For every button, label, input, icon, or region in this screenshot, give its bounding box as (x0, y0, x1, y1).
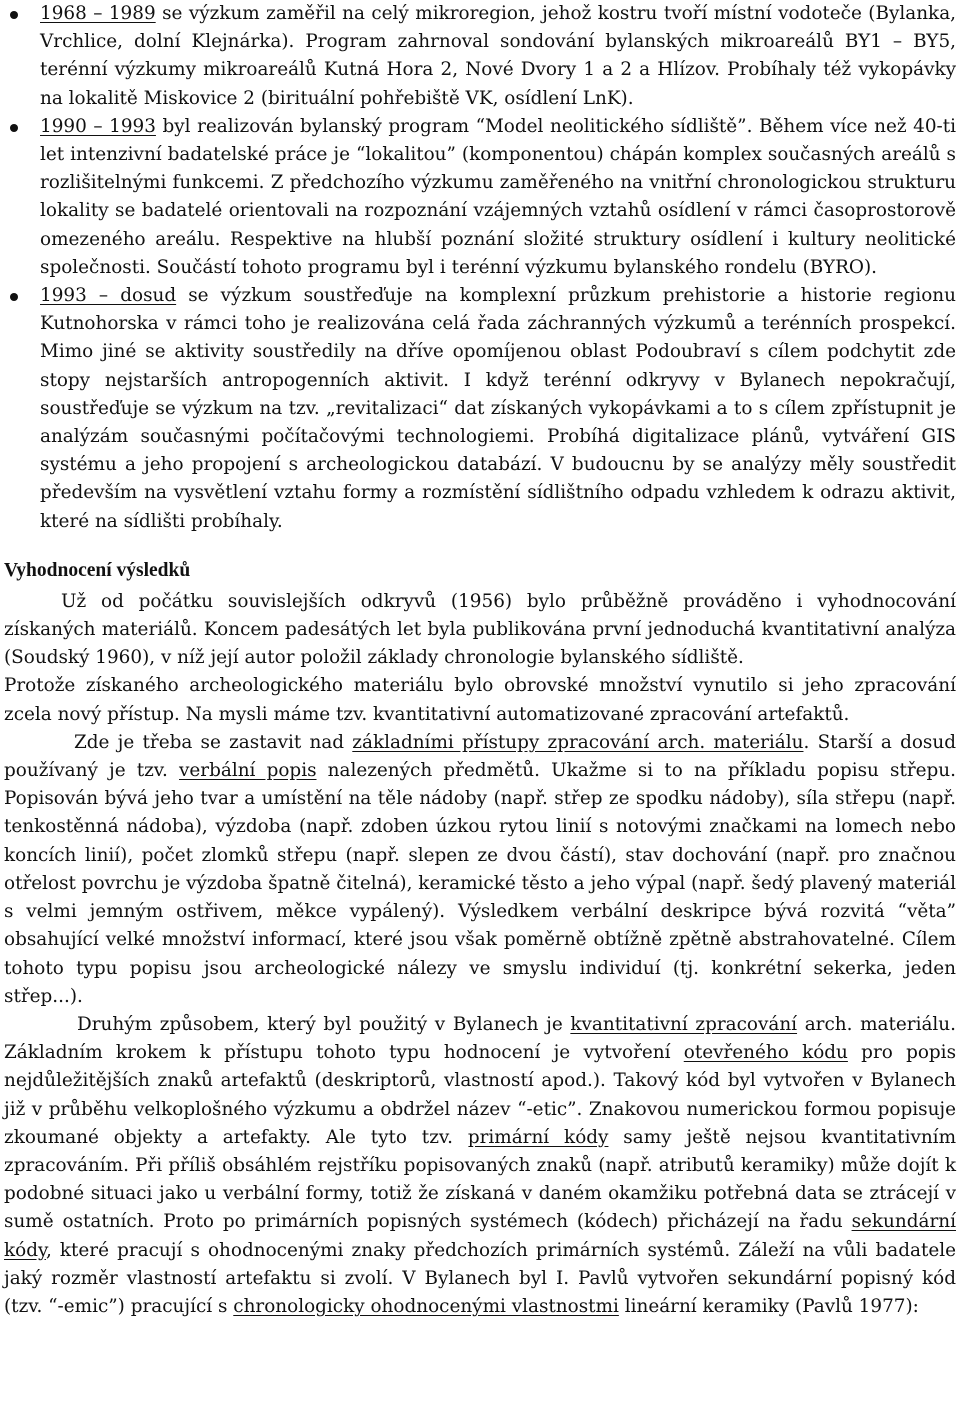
period-label: 1968 – 1989 (40, 3, 156, 24)
paragraph-verbal-description (4, 729, 956, 1011)
underlined-term: primární kódy (467, 1126, 609, 1148)
underlined-term: základními přístupy zpracování arch. materiálu (352, 731, 804, 753)
list-item (4, 282, 956, 536)
text-run: arch. materiálu. Základním krokem k přístupu tohoto typu hodnocení je vytvoření (4, 1013, 956, 1064)
period-label: 1993 – dosud (40, 285, 177, 307)
text-run: samy ještě nejsou kvantitativním zpracováním. Při příliš obsáhlém rejstříku popisovaných znaků (např. atributů keramiky) může dojít k podobné situaci jako u verbální formy, totiž že získaná v daném okamžiku potřebná data se ztrácejí v sumě ostatních. Proto po primárních popisných systémech (kódech) přicházejí na řadu (4, 1126, 957, 1233)
bullet-icon (10, 11, 18, 19)
text-run: , které pracují s ohodnocenými znaky předchozích primárních systémů. Záleží na vůli badatele jaký rozměr vlastností artefaktu si zvolí. V Bylanech byl I. Pavlů vytvořen sekundární popisný kód (tzv. “-emic”) pracující s (4, 1239, 956, 1317)
underlined-term: otevřeného kódu (683, 1042, 848, 1064)
underlined-term: chronologicky ohodnocenými vlastnostmi (233, 1295, 619, 1317)
text-run: lineární keramiky (Pavlů 1977): (618, 1295, 919, 1317)
section-heading: Vyhodnocení výsledků (4, 559, 191, 581)
list-item-text: se výzkum soustřeďuje na komplexní průzkum prehistorie a historie regionu Kutnohorska v rámci toho je realizována celá řada záchranných výzkumů a terénních prospekcí. Mimo jiné se aktivity soustředily na dříve opomíjenou oblast Podoubraví s cílem podchytit zde stopy nejstarších antropogenních aktivit. I když terénní odkryvy v Bylanech nepokračují, soustřeďuje se výzkum na tzv. „revitalizaci“ dat získaných vykopávkami a to s cílem zpřístupnit je analýzám současnými počítačovými technologiemi. Probíhá digitalizace plánů, vytváření GIS systému a jeho propojení s archeologickou databází. V budoucnu by se analýzy měly soustředit především na vysvětlení vztahu formy a rozmístění sídlištního odpadu vzhledem k odrazu aktivit, které na sídlišti probíhaly. (40, 285, 956, 532)
underlined-term: kvantitativní zpracování (570, 1013, 798, 1035)
list-item (4, 113, 956, 282)
paragraph-evaluation-intro: Už od počátku souvislejších odkryvů (1956) bylo průběžně prováděno i vyhodnocování získaných materiálů. Koncem padesátých let byla publikována první jednoduchá kvantitativní analýza (Soudský 1960), v níž její autor položil základy chronologie bylanského sídliště. (4, 590, 956, 669)
text-run: . Starší a dosud používaný je tzv. (4, 731, 956, 782)
paragraph-quantitative-processing (4, 1011, 956, 1321)
research-phases-list (4, 0, 956, 536)
list-item-text: byl realizován bylanský program “Model neolitického sídliště”. Během více než 40-ti let intenzivní badatelské práce je “lokalitou” (komponentou) chápán komplex současných areálů s rozlišitelnými funkcemi. Z předchozího výzkumu zaměřeného na vnitřní chronologickou strukturu lokality se badatelé orientovali na rozpoznání vzájemných vztahů osídlení v rámci časoprostorově omezeného areálu. Respektive na hlubší poznání složité struktury osídlení i kultury neolitické společnosti. Součástí tohoto programu byl i terénní výzkumu bylanského rondelu (BYRO). (40, 115, 957, 278)
underlined-term: sekundární kódy (4, 1211, 956, 1261)
bullet-icon (10, 124, 18, 132)
list-item-text: se výzkum zaměřil na celý mikroregion, jehož kostru tvoří místní vodoteče (Bylanka, Vrchlice, dolní Klejnárka). Program zahrnoval sondování bylanských mikroareálů BY1 – BY5, terénní výzkumy mikroareálů Kutná Hora 2, Nové Dvory 1 a 2 a Hlízov. Probíhaly též vykopávky na lokalitě Miskovice 2 (birituální pohřebiště VK, osídlení LnK). (40, 3, 957, 109)
period-label: 1990 – 1993 (40, 115, 156, 137)
bullet-icon (10, 293, 18, 301)
text-run: Druhým způsobem, který byl použitý v Bylanech je (77, 1013, 571, 1035)
underlined-term: verbální popis (179, 760, 317, 782)
list-item (4, 0, 956, 113)
paragraph-new-approach: Protože získaného archeologického materiálu bylo obrovské množství vynutilo si jeho zpracování zcela nový přístup. Na mysli máme tzv. kvantitativní automatizované zpracování artefaktů. (4, 675, 956, 725)
text-run: pro popis nejdůležitějších znaků artefaktů (deskriptorů, vlastností apod.). Takový kód byl vytvořen v Bylanech již v průběhu velkoplošného výzkumu a obdržel název “-etic”. Znakovou numerickou formou popisuje zkoumané objekty a artefakty. Ale tyto tzv. (4, 1042, 957, 1148)
text-run: nalezených předmětů. Ukažme si to na příkladu popisu střepu. Popisován bývá jeho tvar a umístění na těle nádoby (např. střep ze spodku nádoby), síla střepu (např. tenkostěnná nádoba), výzdoba (např. zdoben úzkou rytou linií s notovými značkami na lomech nebo koncích linií), počet zlomků střepu (např. slepen ze dvou částí), stav dochování (např. pro značnou otřelost povrchu je výzdoba špatně čitelná), keramické těsto a jeho výpal (např. šedý plavený materiál s velmi jemným ostřivem, měkce vypálený). Výsledkem verbální deskripce bývá rozvitá “věta” obsahující velké množství informací, které jsou však poměrně obtížně zpětně abstrahovatelné. Cílem tohoto typu popisu jsou archeologické nálezy ve smyslu individuí (tj. konkrétní sekerka, jeden střep...). (4, 760, 956, 1007)
text-run: Zde je třeba se zastavit nad (74, 731, 353, 753)
